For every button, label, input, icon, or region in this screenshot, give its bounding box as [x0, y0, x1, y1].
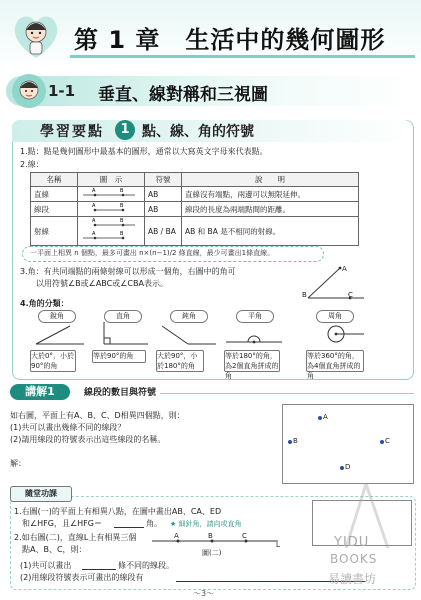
svg-text:A: A	[92, 218, 96, 224]
ray-diagram	[81, 217, 137, 243]
right-angle-desc: 等於90°的角	[92, 350, 146, 363]
svg-text:B: B	[120, 231, 124, 237]
line-label: L	[276, 541, 280, 549]
key-point-label: 學習要點	[40, 124, 104, 140]
full-angle-desc: 等於360°的角，為4個直角拼成的角	[306, 350, 364, 372]
point-definition: 1.點：點是幾何圖形中最基本的圖形，通常以大寫英文字母來代表點。	[20, 147, 268, 156]
point-c-label: C	[385, 437, 390, 445]
table-header: 符號	[145, 173, 182, 187]
straight-line-diagram	[81, 187, 137, 199]
row-symbol: AB	[145, 187, 182, 202]
angle-diagram	[300, 262, 370, 302]
table-row	[31, 187, 359, 202]
answer-label: 解：	[10, 459, 26, 468]
section-title: 垂直、線對稱和三視圖	[98, 85, 268, 105]
row-desc: AB 和 BA 是不相同的射線。	[182, 217, 359, 246]
table-header: 說 明	[182, 173, 359, 187]
page-number: ～3～	[193, 589, 215, 598]
acute-angle-desc: 大於0°，小於90°的角	[30, 350, 76, 372]
practice-tag: 隨堂功課	[10, 486, 72, 502]
row-desc: 直線沒有端點，兩邊可以無限延伸。	[182, 187, 359, 202]
straight-angle-tag: 平角	[236, 310, 274, 323]
point-c-dot	[380, 440, 384, 444]
angle-label-b: B	[302, 291, 307, 299]
practice-1-hint: ★ 細針角，請向或直角	[170, 520, 242, 528]
table-row	[31, 202, 359, 217]
full-angle-tag: 周角	[316, 310, 354, 323]
chapter-title: 第 1 章 生活中的幾何圖形	[74, 26, 386, 54]
practice-1-unit: 角。	[146, 519, 162, 528]
angle-label-c: C	[348, 291, 353, 299]
practice-1-b: 和∠HFG，且∠HFG＝	[22, 519, 102, 528]
line-types-table	[30, 172, 359, 246]
acute-angle-tag: 銳角	[38, 310, 76, 323]
chapter-underline	[70, 55, 415, 58]
line-diagram	[78, 202, 145, 217]
note-text: 一平面上相異 n 個點，最多可畫出 n×(n−1)/2 條直線，最少可畫出1條直線。	[30, 249, 275, 257]
point-a-dot	[318, 416, 322, 420]
answer-blank	[114, 527, 144, 528]
svg-text:A: A	[92, 231, 96, 237]
svg-text:B: B	[120, 203, 124, 209]
practice-2-a: 2.如右圖(二)，直線L上有相異三個	[14, 533, 137, 542]
lecture-q2: (2)請用線段的符號表示出這些線段的名稱。	[10, 435, 166, 444]
line-heading: 2.線：	[20, 160, 44, 169]
obtuse-angle-tag: 鈍角	[170, 310, 208, 323]
line-diagram	[78, 217, 145, 246]
acute-angle-icon	[30, 320, 90, 348]
lecture-badge: 講解1	[10, 384, 70, 400]
obtuse-angle-desc: 大於90°，小於180°的角	[156, 350, 204, 372]
full-angle-icon	[304, 320, 368, 348]
straight-angle-desc: 等於180°的角，為2個直角拼成的角	[225, 352, 279, 380]
practice-2-q2: (2)用線段符號表示可畫出的線段有	[20, 573, 144, 582]
point-d-label: D	[345, 463, 351, 471]
row-desc: 線段的長度為兩端點間的距離。	[182, 202, 359, 217]
lecture-divider	[160, 393, 414, 394]
row-symbol: AB	[145, 202, 182, 217]
answer-blank	[82, 569, 116, 570]
mascot-girl-icon	[8, 6, 64, 62]
points-figure	[282, 404, 414, 484]
right-angle-icon	[94, 320, 154, 348]
right-angle-tag: 直角	[104, 310, 142, 323]
line-point-c: C	[242, 532, 247, 540]
lecture-question: 如右圖，平面上有A、B、C、D相異四個點，則：	[10, 411, 185, 420]
svg-text:A: A	[92, 203, 96, 209]
table-row	[31, 217, 359, 246]
practice-2-q1: (1)共可以畫出	[20, 561, 72, 570]
lecture-title: 線段的數目與符號	[84, 388, 157, 398]
watermark-text-2: BOOKS	[330, 552, 378, 566]
angle-kinds-heading: 4.角的分類：	[20, 299, 69, 308]
svg-text:B: B	[120, 218, 124, 224]
svg-text:A: A	[92, 188, 96, 194]
row-name: 直線	[31, 187, 78, 202]
point-b-label: B	[293, 437, 298, 445]
angle-definition-2: 以用符號∠B或∠ABC或∠CBA表示。	[36, 279, 168, 288]
practice-1-a: 1.右圖(一)的平面上有相異八點，在圖中畫出AB、CA、ED	[14, 507, 222, 516]
section-number: 1-1	[48, 82, 76, 100]
line-diagram	[78, 187, 145, 202]
practice-2-q1-tail: 條不同的線段。	[118, 561, 174, 570]
row-name: 射線	[31, 217, 78, 246]
segment-diagram	[81, 202, 137, 214]
point-d-dot	[340, 466, 344, 470]
table-header: 圖 示	[78, 173, 145, 187]
key-point-title: 點、線、角的符號	[142, 124, 254, 140]
point-b-dot	[288, 440, 292, 444]
row-symbol: AB / BA	[145, 217, 182, 246]
lecture-q1: (1)共可以畫出幾條不同的線段？	[10, 423, 126, 432]
mascot-boy-icon	[10, 72, 48, 110]
watermark-text-1: YIDU	[334, 535, 370, 550]
practice-2-b: 點A、B、C，則：	[22, 545, 87, 554]
svg-text:B: B	[120, 188, 124, 194]
line-point-b: B	[208, 532, 213, 540]
angle-label-a: A	[342, 265, 347, 273]
key-point-index: 1	[115, 120, 135, 140]
line-l-figure	[150, 532, 290, 548]
obtuse-angle-icon	[158, 320, 218, 348]
row-name: 線段	[31, 202, 78, 217]
point-a-label: A	[323, 413, 328, 421]
line-point-a: A	[174, 532, 179, 540]
table-header: 名稱	[31, 173, 78, 187]
figure-2-label: 圖(二)	[202, 549, 222, 557]
watermark-text-3: 易讀書坊	[328, 572, 377, 586]
straight-angle-icon	[222, 320, 286, 348]
angle-definition-1: 3.角：有共同端點的兩條射線可以形成一個角，右圖中的角可	[20, 267, 236, 276]
